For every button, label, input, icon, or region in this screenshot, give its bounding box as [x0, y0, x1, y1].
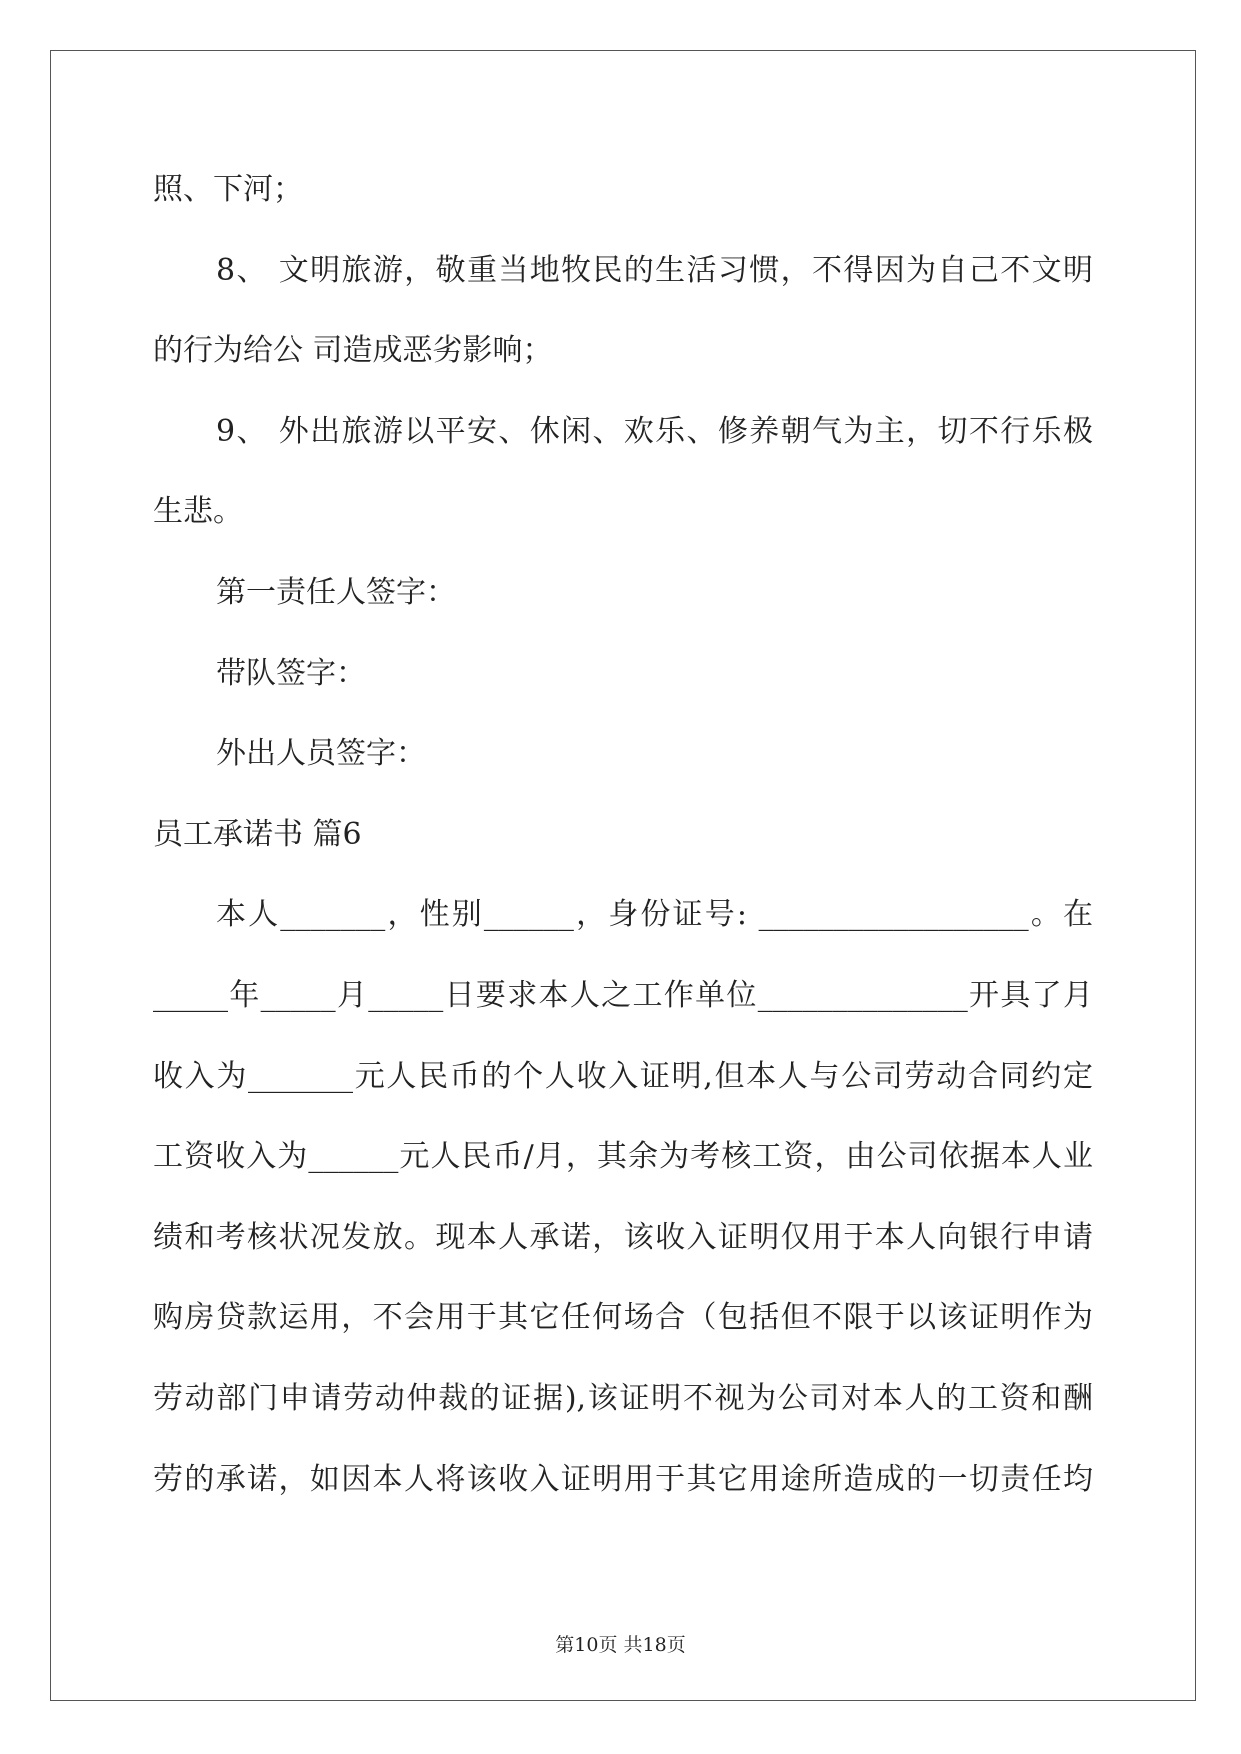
page-border	[50, 50, 1196, 1701]
text-line: 绩和考核状况发放。现本人承诺，该收入证明仅用于本人向银行申请	[153, 1220, 1093, 1255]
section-heading: 员工承诺书 篇6	[153, 817, 362, 852]
text-line: 劳动部门申请劳动仲裁的证据),该证明不视为公司对本人的工资和酬	[153, 1381, 1093, 1416]
signature-line-travelers: 外出人员签字：	[216, 736, 426, 771]
text-line: 工资收入为______元人民币/月，其余为考核工资，由公司依据本人业	[153, 1139, 1093, 1174]
text-line: 的行为给公 司造成恶劣影响；	[153, 333, 553, 368]
text-line: 劳的承诺，如因本人将该收入证明用于其它用途所造成的一切责任均	[153, 1462, 1093, 1497]
signature-line-first-responsible: 第一责任人签字：	[216, 575, 456, 610]
text-line: 9、 外出旅游以平安、休闲、欢乐、修养朝气为主，切不行乐极	[216, 414, 1093, 449]
text-line: 本人_______，性别______，身份证号: __________________。在	[216, 897, 1093, 932]
text-line: _____年_____月_____日要求本人之工作单位______________开具了月	[153, 978, 1093, 1013]
text-line: 生悲。	[153, 494, 243, 529]
signature-line-team-leader: 带队签字：	[216, 656, 366, 691]
text-line: 收入为_______元人民币的个人收入证明,但本人与公司劳动合同约定	[153, 1059, 1093, 1094]
page-number: 第10页 共18页	[555, 1634, 686, 1656]
text-line: 照、下河；	[153, 172, 303, 207]
text-line: 8、 文明旅游，敬重当地牧民的生活习惯，不得因为自己不文明	[216, 253, 1093, 288]
text-line: 购房贷款运用，不会用于其它任何场合（包括但不限于以该证明作为	[153, 1300, 1093, 1335]
